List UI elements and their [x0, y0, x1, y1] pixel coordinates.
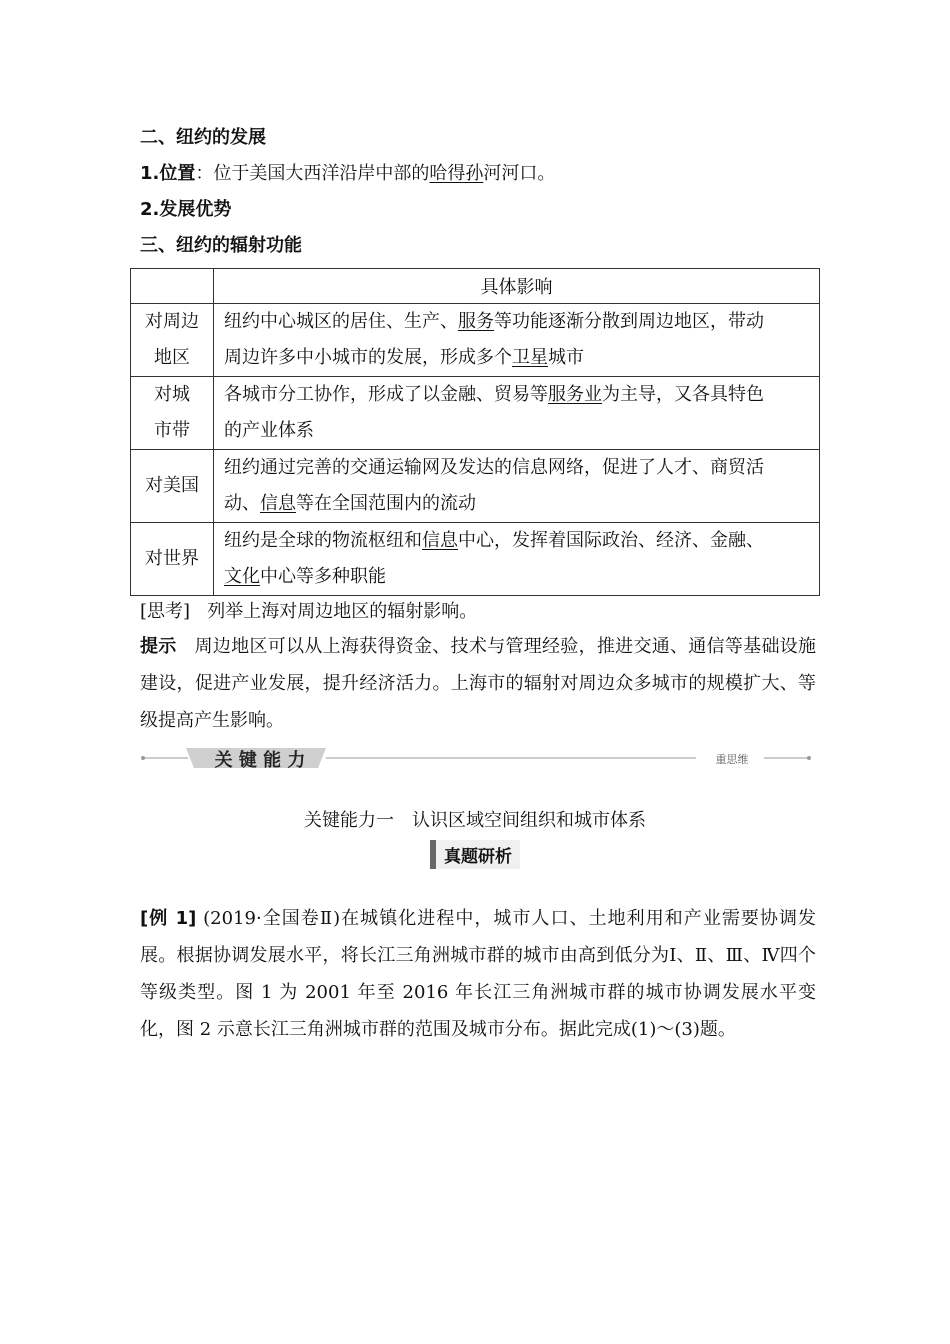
cell-text: 动、: [224, 493, 260, 514]
cell-underlined: 信息: [422, 530, 458, 551]
cell-underlined: 信息: [260, 493, 296, 514]
think-text: 列举上海对周边地区的辐射影响。: [207, 601, 478, 622]
example-label: [例 1]: [140, 908, 197, 929]
row-label-line: 地区: [154, 347, 190, 368]
cell-text: 纽约是全球的物流枢纽和: [224, 530, 422, 551]
cell-text: 纽约通过完善的交通运输网及发达的信息网络，促进了人才、商贸活: [224, 457, 764, 478]
example-text: (2019·全国卷Ⅱ)在城镇化进程中，城市人口、土地利用和产业需要协调发展。根据协调发展水平，将长江三角洲城市群的城市由高到低分为Ⅰ、Ⅱ、Ⅲ、Ⅳ四个等级类型。图 1 为 2001 年至 2016 年长江三角洲城市群的城市协调发展水平变化，图 2 示意长江三角洲城市群的范围及城市分布。据此完成(1)～(3)题。: [140, 908, 816, 1040]
subtag-wrap: [0, 840, 950, 869]
hint-text: 周边地区可以从上海获得资金、技术与管理经验，推进交通、通信等基础设施建设，促进产业发展，提升经济活力。上海市的辐射对周边众多城市的规模扩大、等级提高产生影响。: [140, 636, 817, 731]
cell-text: 中心等多种职能: [260, 566, 386, 587]
cell-underlined: 服务业: [548, 384, 602, 405]
table-row: [131, 377, 820, 450]
cell-text: 中心，发挥着国际政治、经济、金融、: [458, 530, 764, 551]
cell-text: 周边许多中小城市的发展，形成多个: [224, 347, 512, 368]
banner-dot-right: [807, 756, 811, 760]
think-line: [140, 600, 477, 624]
hint-label: 提示: [140, 636, 177, 657]
ability-title: 关键能力一 认识区域空间组织和城市体系: [304, 810, 646, 831]
banner-title: 关 键 能 力: [214, 750, 306, 771]
location-text-a: ：位于美国大西洋沿岸中部的: [195, 163, 430, 184]
row-content: [214, 304, 820, 377]
row-label: 对美国: [131, 450, 214, 523]
location-text-b: 河河口。: [483, 163, 556, 184]
cell-text: 城市: [548, 347, 584, 368]
cell-underlined: 服务: [458, 311, 494, 332]
cell-text: 的产业体系: [224, 420, 314, 441]
row-label: [131, 304, 214, 377]
radiation-table: [130, 268, 820, 596]
key-ability-banner: [140, 744, 812, 774]
development-advantage: 2.发展优势: [140, 199, 232, 220]
banner-right-label: 重思维: [715, 753, 749, 766]
example-paragraph: [140, 900, 816, 1048]
cell-text: 为主导，又各具特色: [602, 384, 764, 405]
cell-text: 纽约中心城区的居住、生产、: [224, 311, 458, 332]
table-row: [131, 304, 820, 377]
cell-underlined: 卫星: [512, 347, 548, 368]
hint-paragraph: [140, 628, 816, 739]
row-label-line: 市带: [154, 420, 190, 441]
table-header-row: [131, 269, 820, 304]
row-label-line: 对周边: [145, 311, 199, 332]
cell-underlined: 文化: [224, 566, 260, 587]
table-row: [131, 450, 820, 523]
row-content: [214, 377, 820, 450]
location-underlined: 哈得孙: [429, 163, 484, 184]
table-row: [131, 523, 820, 596]
row-content: [214, 523, 820, 596]
think-label: [思考]: [140, 601, 191, 622]
table-header-empty: [131, 269, 214, 304]
table-header: 具体影响: [214, 269, 820, 304]
row-label: [131, 377, 214, 450]
location-label: 1.位置: [140, 163, 196, 184]
row-content: [214, 450, 820, 523]
location-line: [140, 162, 555, 186]
cell-text: 等功能逐渐分散到周边地区，带动: [494, 311, 764, 332]
banner-dot-left: [141, 756, 145, 760]
section-heading-radiation: 三、纽约的辐射功能: [140, 235, 302, 256]
row-label-line: 对城: [154, 384, 190, 405]
cell-text: 等在全国范围内的流动: [296, 493, 476, 514]
cell-text: 各城市分工协作，形成了以金融、贸易等: [224, 384, 548, 405]
row-label: 对世界: [131, 523, 214, 596]
subtag: 真题研析: [430, 840, 520, 869]
section-heading-development: 二、纽约的发展: [140, 127, 266, 148]
